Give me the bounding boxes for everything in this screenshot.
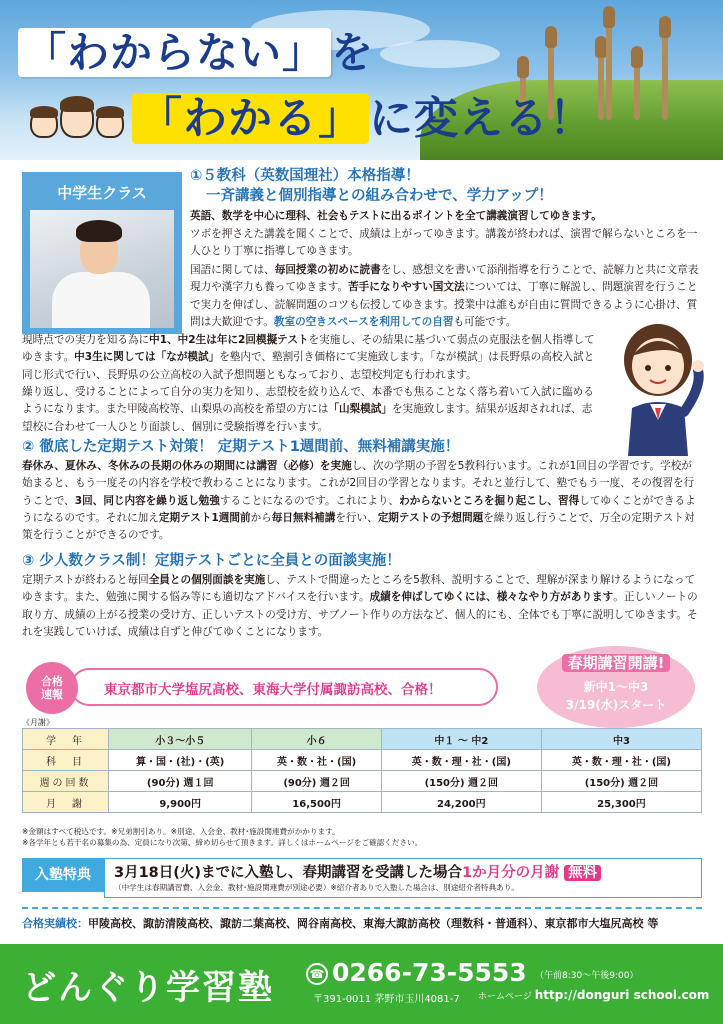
grade-cell: 小６ — [252, 729, 381, 750]
section2-paragraph: 春休み、夏休み、冬休みの長期の休みの期間には講習（必修）を実施し、次の学期の予習を5教科行います。これが1回目の学習です。学校が始まると、もう一度その内容を学校で教わることになります。これが2回目の学習となります。それと並行して、塾でもう一度、その復習を行うことで、3回、同じ内容を繰り返し勉強することになるのです。これにより、わからないところを掘り起こし、習得してゆくことができるようになるのです。それに加え定期テスト1週間前から毎日無料補講を行い、定期テストの予想問題を繰り返し行うことで、万全の定期テスト対策を行うことができるのです。 — [22, 460, 696, 542]
free-badge: 無料 — [564, 865, 601, 881]
subjects-cell: 算・国・(社)・(英) — [109, 750, 252, 771]
spring-course-start: 3/19(水)スタート — [565, 698, 667, 712]
results-label: 合格実績校： — [22, 917, 88, 930]
address: 〒391-0011 茅野市玉川4081-7 — [313, 994, 460, 1005]
weekly-cell: (150分) 週２回 — [381, 771, 541, 792]
horsetail-plant — [662, 30, 668, 120]
section1-paragraph-3: 国語に関しては、毎回授業の初めに読書をし、感想文を書いて添削指導を行うことで、読解力と共に文章表現力や漢字力も養ってゆきます。苦手になりやすい国文法については、丁寧に解説し、問題演習を行うことで実力を伸ばし、読解問題のコツも伝授してゆきます。授業中は誰もが自由に質問できるように心掛け、質問は大歓迎です。教室の空きスペースを利用しての自習も可能です。 — [190, 264, 699, 328]
grade-cell: 小３～小５ — [109, 729, 252, 750]
section2-heading: ② 徹底した定期テスト対策！ 定期テスト1週間前、無料補講実施！ — [22, 439, 460, 455]
headline-line2-box: 「わかる」 — [132, 93, 369, 144]
fee-cell: 24,200円 — [381, 792, 541, 813]
table-row — [23, 792, 702, 813]
table-row — [23, 729, 702, 750]
row-label: 科 目 — [23, 750, 109, 771]
horsetail-plant — [634, 60, 640, 120]
fee-cell: 16,500円 — [252, 792, 381, 813]
section1-paragraph-5: 繰り返し、受けることによって自分の実力を知り、志望校を絞り込んで、本番でも焦ることなく落ち着いて入試に臨めるようになります。また甲陵高校等、山梨県の高校を希望の方には「山梨模試」を実施致します。結果が返却されれば、志望校に合わせて一人ひとり面談し、個別に受験指導を行います。 — [22, 386, 594, 433]
headline-line2 — [132, 82, 594, 146]
section1-heading-line1: ①５教科（英数国理社）本格指導！ — [190, 168, 420, 184]
business-hours: （午前8:30～午後9:00） — [535, 971, 639, 981]
benefit-main-text: 3月18日(火)までに入塾し、春期講習を受講した場合1か月分の月謝 無料 — [114, 861, 601, 882]
fee-cell: 9,900円 — [109, 792, 252, 813]
headline-line1-rest: を — [331, 28, 375, 77]
teacher-girl-illustration — [598, 316, 710, 456]
grade-cell: 中１ ～ 中2 — [381, 729, 541, 750]
section1-paragraph-2: ツボを押さえた講義を聞くことで、成績は上がってゆきます。講義が終われば、演習で解らないところを一人ひとり丁寧に指導してゆきます。 — [190, 228, 698, 258]
table-row — [23, 771, 702, 792]
weekly-cell: (150分) 週２回 — [541, 771, 701, 792]
fee-caption: 《月謝》 — [22, 718, 54, 727]
fee-table — [22, 728, 702, 813]
headline-line2-rest: に変える！ — [369, 93, 594, 144]
phone-number[interactable]: 0266-73-5553 — [332, 958, 527, 987]
fee-cell: 25,300円 — [541, 792, 701, 813]
benefit-tag: 入塾特典 — [22, 858, 104, 892]
subjects-cell: 英・数・理・社・(国) — [381, 750, 541, 771]
section1-paragraph-1 — [190, 208, 702, 225]
student-photo — [30, 210, 174, 328]
row-label: 週の回数 — [23, 771, 109, 792]
spring-course-grades: 新中1～中3 — [583, 680, 649, 694]
horsetail-plant — [598, 50, 604, 120]
section3-paragraph: 定期テストが終わると毎回全員との個別面談を実施し、テストで間違ったところを5教科、説明することで、理解が深まり解けるようになってゆきます。また、勉強に関する悩み等にも適切なアドバイスを行います。成績を伸ばしてゆくには、様々なやり方があります。正しいノートの取り方、成績の上がる授業の受け方、正しいテストの受け方、サブノート作りの方法など、個人的にも、全体でも丁寧に説明してゆきます。それを実践していけば、成績は自ずと伸びてゆくことになります。 — [22, 574, 698, 638]
weekly-cell: (90分) 週２回 — [252, 771, 381, 792]
class-photo-panel — [22, 172, 182, 334]
results-text: 甲陵高校、諏訪清陵高校、諏訪二葉高校、岡谷南高校、東海大諏訪高校（理数科・普通科）、東京都市大塩尻高校 等 — [88, 917, 659, 930]
pass-announcement-text: 東京都市大学塩尻高校、東海大学付属諏訪高校、合格！ — [104, 682, 442, 698]
grade-cell: 中3 — [541, 729, 701, 750]
school-logo: どんぐり学習塾 — [22, 968, 274, 1008]
section3-heading: ③ 少人数クラス制！定期テストごとに全員との面談実施！ — [22, 553, 401, 569]
horsetail-plant — [606, 20, 612, 120]
subjects-cell: 英・数・理・社・(国) — [541, 750, 701, 771]
table-row — [23, 750, 702, 771]
fee-notes: ※金額はすべて税込です。※兄弟割引あり。※別途、入会金、教材･施設関連費がかかります。 ※各学年とも若干名の募集の為、定員になり次第、締め切らせて頂きます。詳しくはホームページをご確認ください。 — [22, 827, 423, 847]
section1-heading-line2: 一斉講義と個別指導との組み合わせで、学力アップ！ — [206, 188, 553, 204]
headline-line1-box: 「わからない」 — [18, 28, 331, 77]
homepage-label: ホームページ — [478, 992, 532, 1002]
cloud-shape — [380, 40, 500, 68]
kid-icon — [96, 108, 124, 138]
kids-illustration — [30, 78, 128, 138]
section1-paragraph-4: 現時点での実力を知る為に中1、中2生は年に2回模擬テストを実施し、その結果に基づいて弱点の克服法を個人指導してゆきます。中3生に関しては「なが模試」を塾内で、塾割引き価格にて実施致します。「なが模試」は長野県の高校入試と同じ形式で行い、長野県の公立高校の入試予想問題ともなっており、志望校判定も行われます。 — [22, 334, 595, 381]
weekly-cell: (90分) 週１回 — [109, 771, 252, 792]
kid-icon — [30, 108, 58, 138]
row-label: 月 謝 — [23, 792, 109, 813]
pass-badge: 合格 速報 — [26, 662, 78, 714]
headline-line1 — [18, 20, 374, 80]
benefit-subtext: （中学生は春期講習費、入会金、教材･施設関連費が別途必要）※紹介者ありで入塾した場合は、別途紹介者特典あり。 — [114, 883, 520, 892]
homepage-link[interactable]: http://donguri school.com — [534, 988, 710, 1002]
class-label: 中学生クラス — [57, 184, 147, 202]
homepage — [478, 988, 709, 1002]
phone-icon: ☎ — [306, 963, 328, 985]
spring-course-title: 春期講習開講! — [537, 652, 695, 673]
results-line — [22, 907, 702, 933]
section1-p1: 英語、数学を中心に理科、社会もテストに出るポイントを全て講義演習してゆきます。 — [190, 210, 602, 222]
row-label: 学 年 — [23, 729, 109, 750]
subjects-cell: 英・数・社・(国) — [252, 750, 381, 771]
kid-icon — [60, 98, 94, 138]
